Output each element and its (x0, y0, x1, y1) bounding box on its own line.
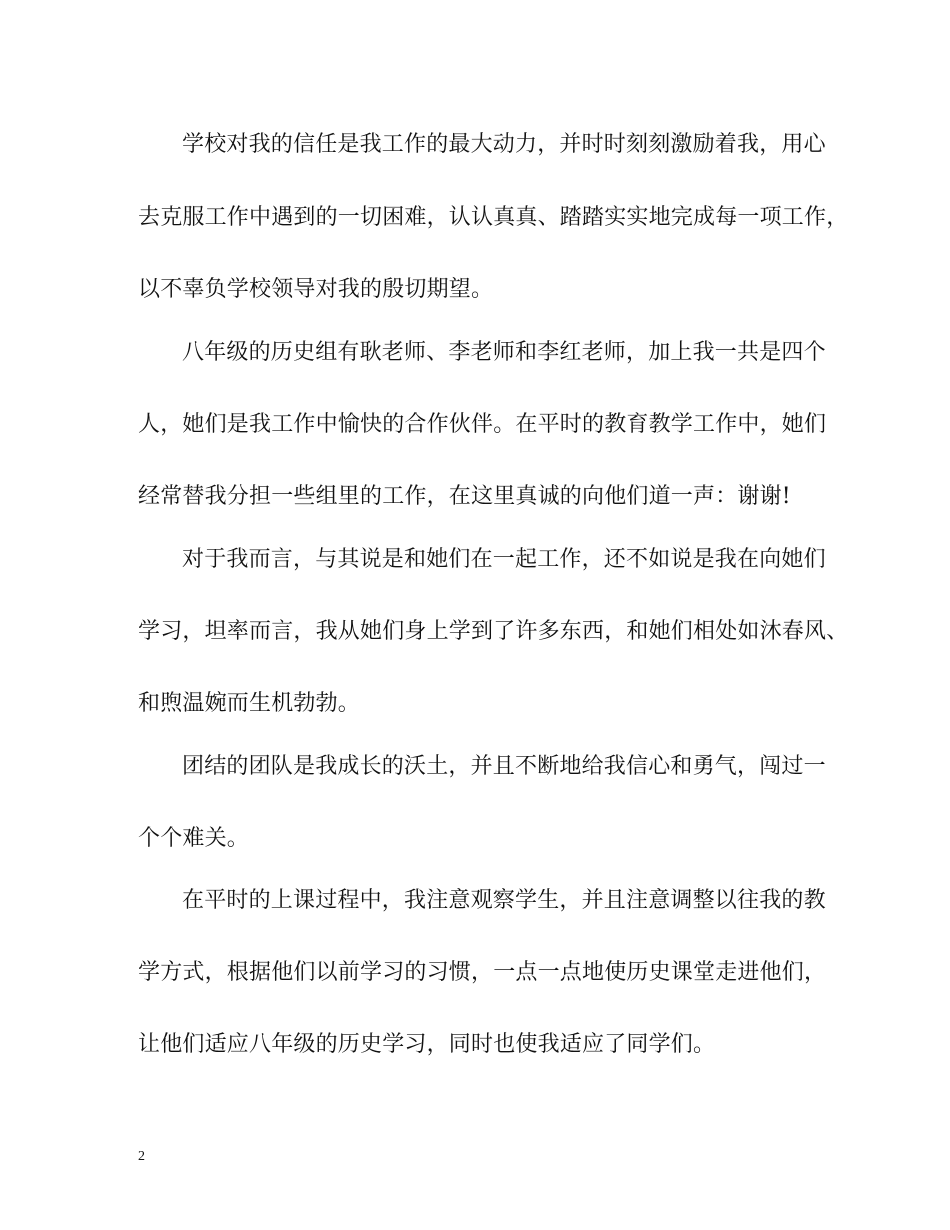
text-line: 学校对我的信任是我工作的最大动力，并时时刻刻激励着我，用心 (182, 132, 826, 157)
text-line: 去克服工作中遇到的一切困难，认认真真、踏踏实实地完成每一项工作， (138, 205, 849, 230)
text-line: 让他们适应八年级的历史学习，同时也使我适应了同学们。 (138, 1032, 716, 1057)
text-line: 以不辜负学校领导对我的殷切期望。 (138, 277, 494, 302)
text-line: 经常替我分担一些组里的工作，在这里真诚的向他们道一声：谢谢! (138, 484, 791, 509)
text-line: 和煦温婉而生机勃勃。 (138, 691, 361, 716)
text-line: 学方式，根据他们以前学习的习惯，一点一点地使历史课堂走进他们， (138, 960, 827, 985)
text-line: 八年级的历史组有耿老师、李老师和李红老师，加上我一共是四个 (182, 340, 826, 365)
text-line: 团结的团队是我成长的沃土，并且不断地给我信心和勇气，闯过一 (182, 754, 826, 779)
text-line: 对于我而言，与其说是和她们在一起工作，还不如说是我在向她们 (182, 547, 826, 572)
text-line: 人，她们是我工作中愉快的合作伙伴。在平时的教育教学工作中，她们 (138, 412, 827, 437)
text-line: 个个难关。 (138, 826, 250, 851)
page-number: 2 (138, 1149, 145, 1164)
text-line: 学习，坦率而言，我从她们身上学到了许多东西，和她们相处如沐春风、 (138, 619, 849, 644)
text-line: 在平时的上课过程中，我注意观察学生，并且注意调整以往我的教 (182, 888, 826, 913)
